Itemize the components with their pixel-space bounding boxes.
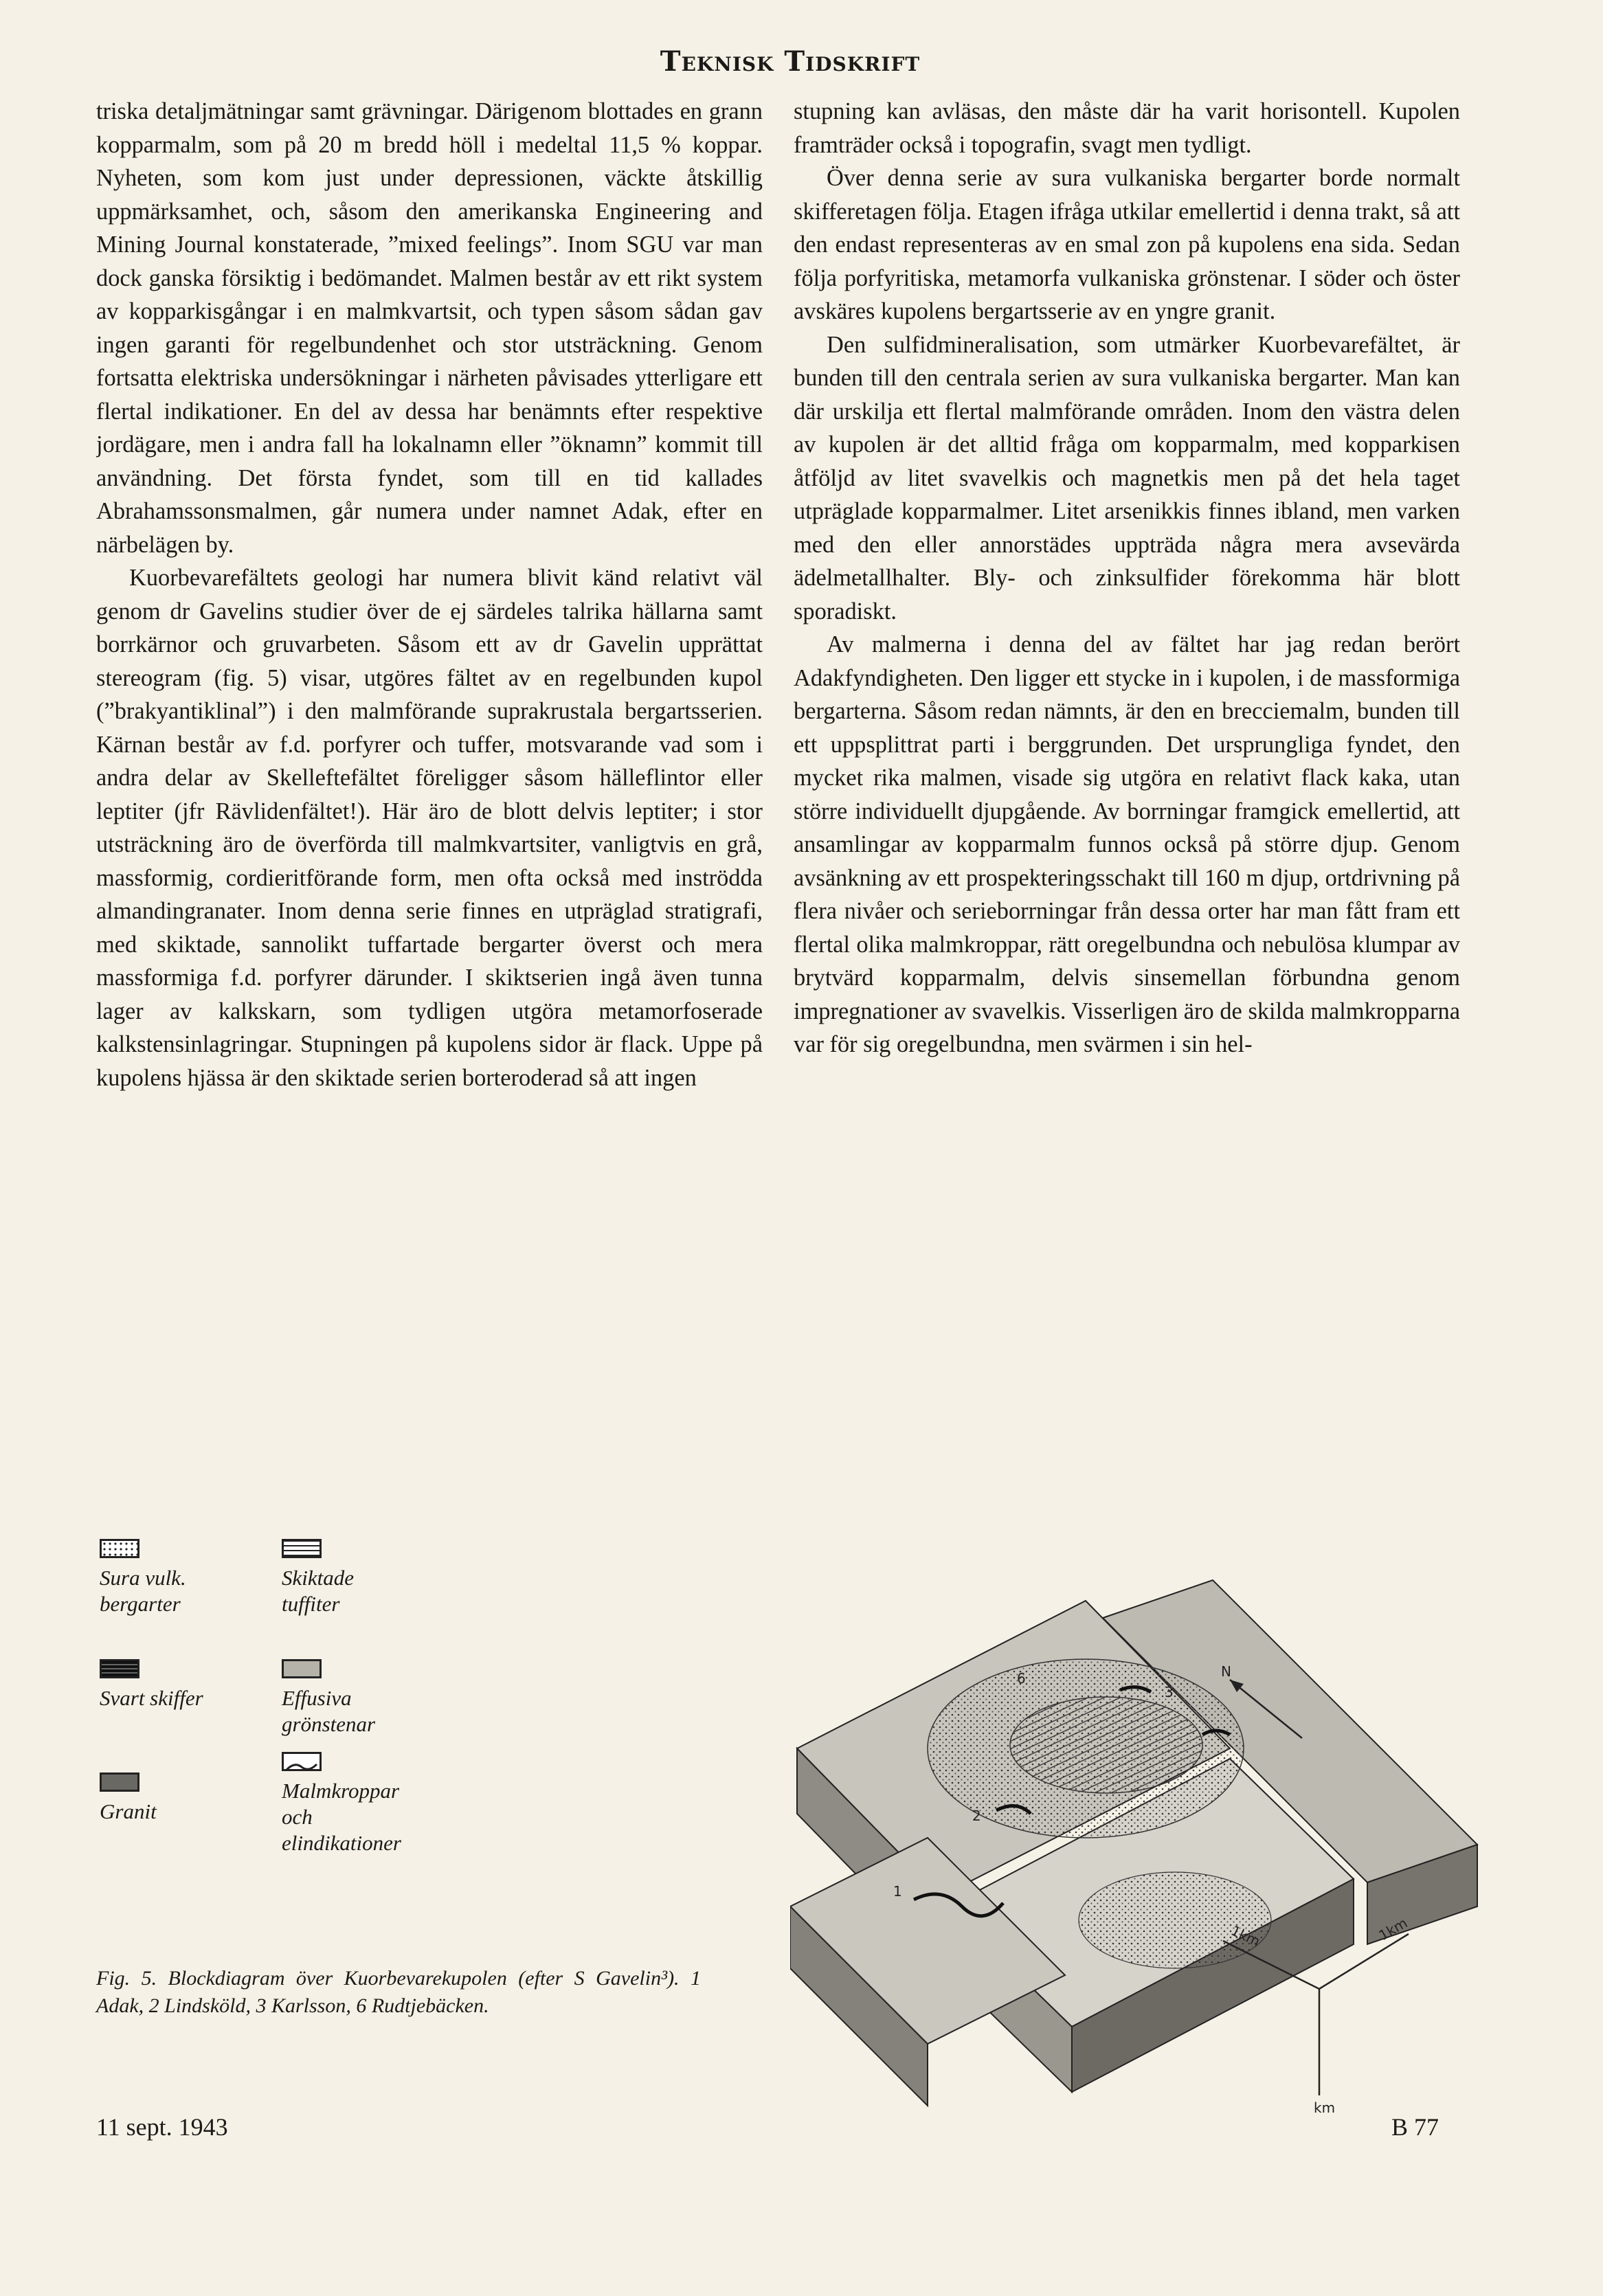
paragraph: stupning kan avläsas, den måste där ha varit horisontell. Kupolen framträder också i topografin, svagt men tydligt. — [794, 98, 1460, 158]
ore-number: 2 — [972, 1808, 981, 1824]
ore-number: 1 — [893, 1883, 902, 1900]
legend-label: Svart skiffer — [100, 1686, 203, 1710]
figure-caption: Fig. 5. Blockdiagram över Kuorbevarekupolen (efter S Gavelin³). 1 Adak, 2 Lindsköld, 3 Karlsson, 6 Rudtjebäcken. — [96, 1967, 701, 2017]
legend-label: Sura vulk. — [100, 1566, 186, 1590]
legend-label: Skiktade — [282, 1566, 355, 1590]
paragraph: Kuorbevarefältets geologi har numera blivit känd relativt väl genom dr Gavelins studier över de ej särdeles talrika hällarna samt borrkärnor och gruvarbeten. Såsom ett av dr Gavelin upprättat stereogram (fig. 5) visar, utgöres fältet av en regelbunden kupol (”brakyantiklinal”) i den malmförande suprakrustala bergartsserien. Kärnan består av f.d. porfyrer och tuffer, motsvarande vad som i andra delar av Skelleftefältet föreligger såsom hälleflintor eller leptiter (jfr Rävlidenfältet!). Här äro de blott delvis leptiter; i stor utsträckning äro de överförda till malmkvartsiter, vanligtvis en grå, massformig, cordieritförande form, men ofta också med inströdda almandingranater. Inom denna serie finnes en utpräglad stratigrafi, med skiktade, sannolikt tuffartade bergarter överst och mera massformiga f.d. porfyrer därunder. I skiktserien ingå även tunna lager av kalkskarn, som tydligen utgöra metamorfoserade kalkstensinlagringar. Stupningen på kupolens sidor är flack. Uppe på kupolens hjässa är den skiktade serien borteroderad så att ingen — [96, 565, 763, 1091]
left-text-column — [96, 95, 763, 1455]
legend-label: tuffiter — [282, 1592, 340, 1616]
page-number: B 77 — [1391, 2113, 1439, 2141]
paragraph: Över denna serie av sura vulkaniska bergarter borde normalt skifferetagen följa. Etagen ifråga utkilar emellertid i denna trakt, så att den endast representeras av en smal zon på kupolens ena sida. Sedan följa porfyritiska, metamorfa vulkaniska grönstenar. I söder och öster avskäres kupolens bergartsserie av en yngre granit. — [794, 165, 1460, 324]
legend-item — [100, 1539, 186, 1617]
scale-x-label: 1km — [1228, 1922, 1263, 1950]
north-label: N — [1221, 1663, 1231, 1680]
dome-core-lower — [1079, 1872, 1271, 1968]
figure-legend — [96, 1539, 467, 1910]
legend-item — [100, 1772, 157, 1825]
legend-label: bergarter — [100, 1592, 181, 1616]
dots-pattern-icon — [100, 1539, 139, 1558]
ore-number: 6 — [1017, 1670, 1026, 1687]
paragraph: Den sulfidmineralisation, som utmärker Kuorbevarefältet, är bunden till den centrala serien av sura vulkaniska bergarter. Man kan där urskilja ett flertal malmförande områden. Inom den västra delen av kupolen är det alltid fråga om kopparmalm, med kopparkisen åtföljd av litet svavelkis och magnetkis men på det hela taget utpräglade kopparmalmer. Litet arsenikkis finnes ibland, men varken med den eller annorstädes uppträda några mera avsevärda ädelmetallhalter. Bly- och zinksulfider förekomma här blott sporadiskt. — [794, 331, 1460, 624]
legend-item — [282, 1752, 401, 1856]
scale-y-label: 1km — [1376, 1914, 1411, 1944]
journal-title: Teknisk Tidskrift — [660, 45, 921, 78]
ore-body-pattern-icon — [282, 1752, 322, 1771]
legend-item — [282, 1659, 375, 1737]
paragraph: Av malmerna i denna del av fältet har jag redan berört Adakfyndigheten. Den ligger ett stycke in i kupolen, i de massformiga bergarterna. Såsom redan nämnts, är den en brecciemalm, bunden till ett uppsplittrat parti i berggrunden. Det ursprungliga fyndet, den mycket rika malmen, visade sig utgöra en relativt flack kaka, utan större individuellt djupgående. Av borrningar framgick emellertid, att ansamlingar av kopparmalm funnos också på större djup. Genom avsänkning av ett prospekteringsschakt till 160 m djup, ortdrivning på flera nivåer och serieborrningar från dessa orter har man fått fram ett flertal olika malmkroppar, rätt oregelbundna och nebulösa klumpar av brytvärd kopparmalm, delvis sinsemellan förbundna genom impregnationer av svavelkis. Visserligen äro de skilda malmkropparna var för sig oregelbundna, men svärmen i sin hel- — [794, 631, 1460, 1057]
paragraph: triska detaljmätningar samt grävningar. Därigenom blottades en grann kopparmalm, som på 20 m bredd höll i medeltal 11,5 % koppar. Nyheten, som kom just under depressionen, väckte åtskillig uppmärksamhet, och, såsom den amerikanska Engineering and Mining Journal konstaterade, ”mixed feelings”. Inom SGU var man dock ganska försiktig i bedömandet. Malmen består av ett rikt system av kopparkisgångar i en malmkvartsit, och typen såsom sådan gav ingen garanti för regelbundenhet och stor utsträckning. Genom fortsatta elektriska undersökningar i närheten påvisades ytterligare ett flertal indikationer. En del av dessa har benämnts efter respektive jordägare, men i andra fall ha lokalnamn eller ”öknamn” kommit till användning. Det första fyndet, som till en tid kallades Abrahamssonsmalmen, går numera under namnet Adak, efter en närbelägen by. — [96, 98, 763, 558]
legend-label: Granit — [100, 1799, 157, 1823]
block-diagram — [790, 1522, 1491, 2181]
legend-item — [282, 1539, 354, 1617]
ore-number: 3 — [1165, 1684, 1174, 1700]
legend-label: elindikationer — [282, 1831, 401, 1855]
grey-pattern-icon — [282, 1659, 322, 1678]
right-text-column — [794, 95, 1460, 1455]
legend-item — [100, 1659, 203, 1711]
lines-pattern-icon — [282, 1539, 322, 1558]
scale-z-label: km — [1314, 2100, 1336, 2116]
issue-date: 11 sept. 1943 — [96, 2113, 228, 2141]
legend-label: grönstenar — [282, 1712, 376, 1736]
dome-layered-series — [1010, 1697, 1202, 1793]
legend-label: Effusiva — [282, 1686, 352, 1710]
granite-pattern-icon — [100, 1772, 139, 1792]
black-shale-pattern-icon — [100, 1659, 139, 1678]
legend-label: och — [282, 1805, 313, 1829]
legend-label: Malmkroppar — [282, 1779, 400, 1803]
